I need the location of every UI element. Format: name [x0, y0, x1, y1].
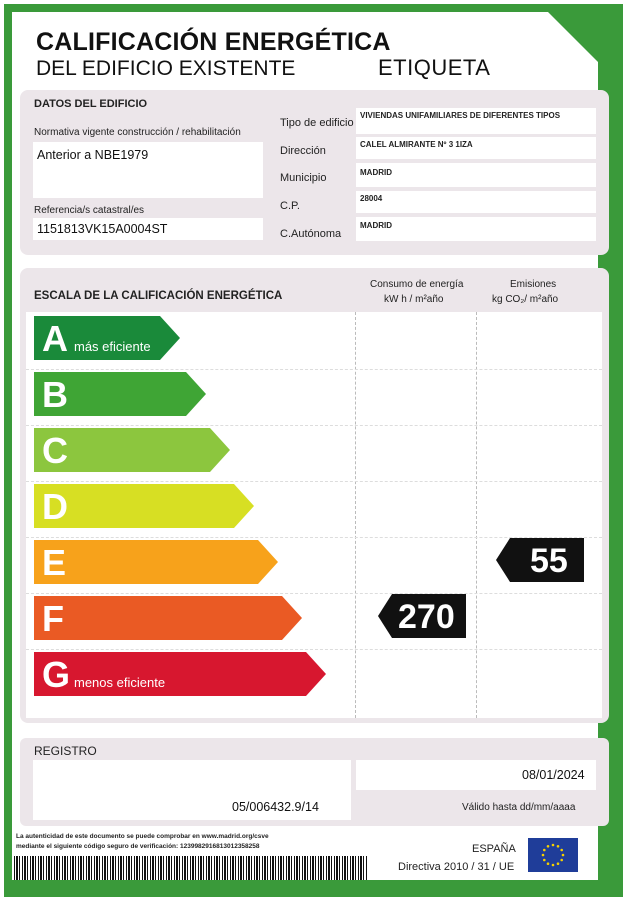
- emisiones-header-line2: kg CO₂/ m²año: [492, 294, 559, 305]
- emisiones-badge: [496, 538, 584, 582]
- rating-letter: F: [42, 598, 64, 639]
- rating-bar-d: [34, 484, 254, 528]
- direccion-value: CALEL ALMIRANTE Nº 3 1IZA: [360, 140, 473, 149]
- valid-date: 08/01/2024: [522, 768, 585, 782]
- referencia-value: 1151813VK15A0004ST: [37, 222, 168, 236]
- cp-label: C.P.: [280, 200, 300, 212]
- rating-bar-a: [34, 316, 180, 360]
- rating-letter: B: [42, 374, 68, 415]
- direccion-label: Dirección: [280, 145, 326, 157]
- rating-bar-f: [34, 596, 302, 640]
- rating-bar-c: [34, 428, 230, 472]
- corner-fold: [548, 12, 600, 64]
- title-main: CALIFICACIÓN ENERGÉTICA: [36, 28, 391, 56]
- grid-line: [26, 593, 602, 594]
- referencia-label: Referencia/s catastral/es: [34, 205, 145, 216]
- consumo-value: 270: [398, 598, 455, 636]
- rating-bar-b: [34, 372, 206, 416]
- emisiones-value: 55: [530, 542, 568, 580]
- cp-value: 28004: [360, 194, 383, 203]
- municipio-value: MADRID: [360, 168, 392, 177]
- grid-line: [26, 369, 602, 370]
- directive-label: Directiva 2010 / 31 / UE: [398, 861, 515, 873]
- consumo-badge: [378, 594, 466, 638]
- normativa-label: Normativa vigente construcción / rehabilitación: [34, 127, 241, 138]
- ca-label: C.Autónoma: [280, 228, 342, 240]
- rating-letter: C: [42, 430, 68, 471]
- rating-bar-e: [34, 540, 278, 584]
- grid-line: [355, 312, 356, 718]
- consumo-header-line1: Consumo de energía: [370, 279, 464, 290]
- normativa-value: Anterior a NBE1979: [37, 148, 149, 162]
- eu-flag-icon: [528, 838, 578, 872]
- consumo-header-line2: kW h / m²año: [384, 294, 444, 305]
- registro-label: REGISTRO: [34, 744, 97, 758]
- auth-text-line2: mediante el siguiente código seguro de verificación: 1239982916813012358258: [16, 843, 260, 850]
- label-tag: ETIQUETA: [378, 55, 491, 80]
- title-sub: DEL EDIFICIO EXISTENTE: [36, 57, 296, 80]
- municipio-field: [356, 163, 596, 187]
- rating-bar-shape: [34, 596, 302, 640]
- grid-line: [476, 312, 477, 718]
- rating-note: más eficiente: [74, 339, 151, 354]
- valid-label: Válido hasta dd/mm/aaaa: [462, 802, 576, 813]
- tipo-label: Tipo de edificio: [280, 117, 354, 129]
- registro-number: 05/006432.9/14: [232, 800, 319, 814]
- rating-bar-g: [34, 652, 326, 696]
- eu-stars-icon: [528, 838, 578, 872]
- tipo-value: VIVIENDAS UNIFAMILIARES DE DIFERENTES TIPOS: [360, 111, 561, 120]
- rating-letter: A: [42, 318, 68, 359]
- rating-note: menos eficiente: [74, 675, 166, 690]
- building-data-title: DATOS DEL EDIFICIO: [34, 98, 148, 110]
- grid-line: [26, 425, 602, 426]
- cp-field: [356, 191, 596, 213]
- barcode: [14, 856, 368, 880]
- rating-letter: D: [42, 486, 68, 527]
- rating-bar-shape: [34, 540, 278, 584]
- rating-letter: E: [42, 542, 67, 583]
- grid-line: [26, 481, 602, 482]
- auth-text-line1: La autenticidad de este documento se puede comprobar en www.madrid.org/csve: [16, 833, 269, 840]
- emisiones-header-line1: Emisiones: [510, 279, 557, 290]
- scale-title: ESCALA DE LA CALIFICACIÓN ENERGÉTICA: [34, 290, 283, 302]
- ca-value: MADRID: [360, 221, 392, 230]
- ca-field: [356, 217, 596, 241]
- municipio-label: Municipio: [280, 172, 327, 184]
- grid-line: [26, 649, 602, 650]
- country-label: ESPAÑA: [472, 843, 516, 855]
- rating-letter: G: [42, 654, 71, 695]
